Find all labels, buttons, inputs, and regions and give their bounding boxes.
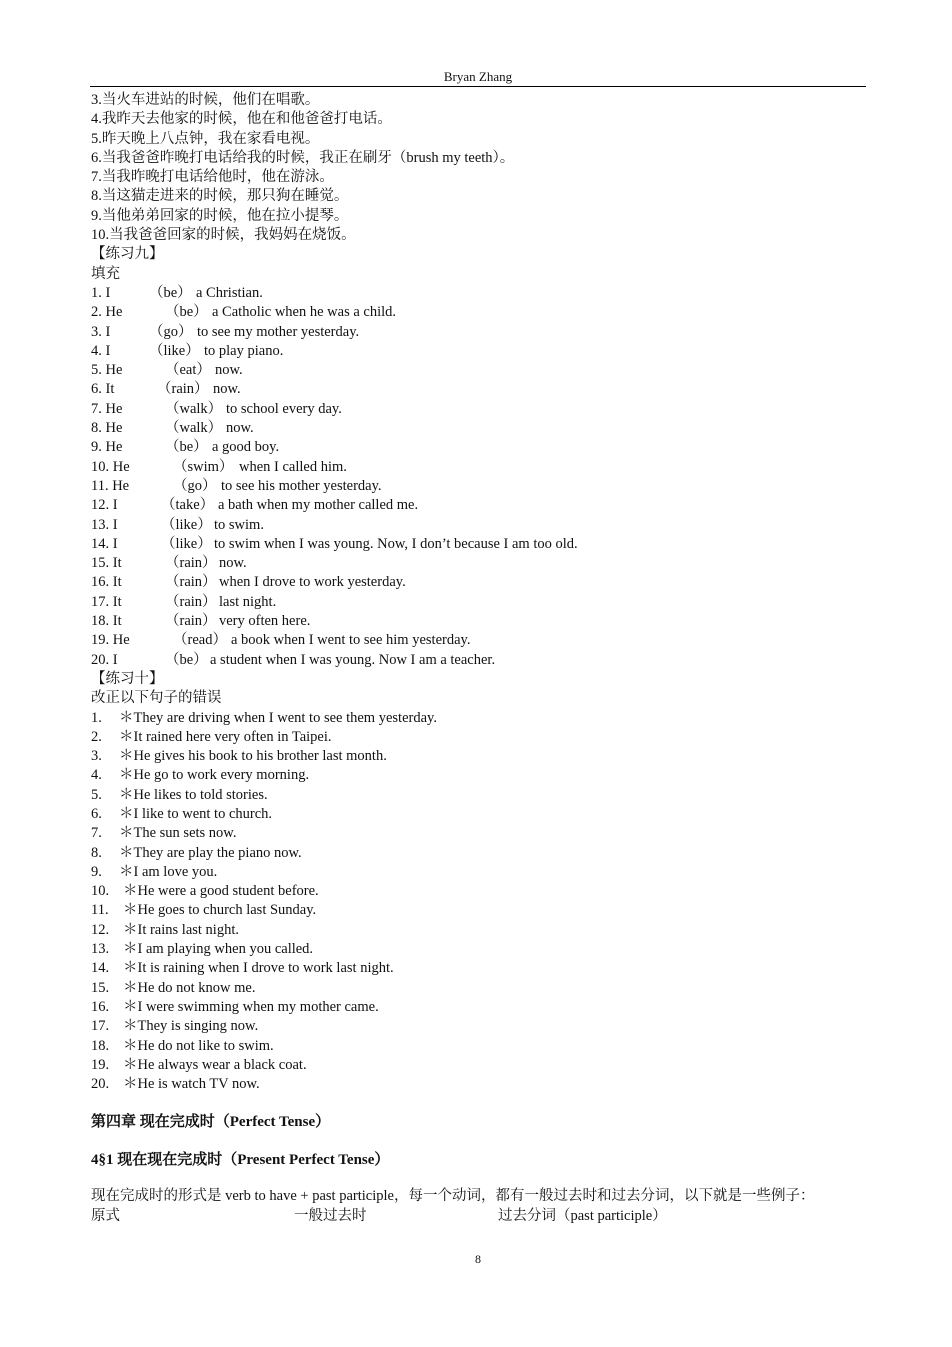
fill-item: [91, 323, 866, 342]
fill-item-verb: （eat）: [165, 362, 211, 379]
intro-paragraph: 现在完成时的形式是 verb to have + past participle，每一个动词，都有一般过去时和过去分词，以下就是一些例子：: [91, 1188, 815, 1205]
fill-item-subject: 14. I: [91, 535, 118, 552]
correction-item-text: ＊They are driving when I went to see them yesterday.: [119, 709, 437, 726]
correction-item: [91, 959, 866, 978]
correction-item-number: 5.: [91, 786, 102, 803]
verb-table-header: [91, 1206, 866, 1226]
correction-item: [91, 940, 866, 959]
exercise10-list: [91, 709, 866, 1095]
fill-item: [91, 631, 866, 650]
fill-item-subject: 16. It: [91, 574, 122, 591]
fill-item-subject: 20. I: [91, 651, 118, 668]
fill-item-text: a bath when my mother called me.: [218, 497, 419, 514]
fill-item: [91, 380, 866, 399]
correction-item: [91, 901, 866, 920]
fill-item: [91, 612, 866, 631]
correction-item-number: 20.: [91, 1076, 110, 1093]
fill-item-text: to swim when I was young. Now, I don’t because I am too old.: [214, 535, 578, 552]
fill-item-text: now.: [215, 362, 243, 379]
correction-item-text: ＊It rained here very often in Taipei.: [119, 728, 332, 745]
page-number: 8: [475, 1252, 481, 1266]
exercise10-instruction: 改正以下句子的错误: [91, 690, 222, 707]
fill-item-text: very often here.: [219, 613, 311, 630]
fill-item: [91, 458, 866, 477]
correction-item-number: 11.: [91, 902, 109, 919]
correction-item-number: 18.: [91, 1037, 110, 1054]
fill-item: [91, 535, 866, 554]
col-simple-past: 一般过去时: [294, 1208, 367, 1225]
translation-item: 7.当我昨晚打电话给他时，他在游泳。: [91, 169, 334, 186]
fill-item-subject: 19. He: [91, 632, 130, 649]
exercise10-title: 【练习十】: [91, 670, 164, 687]
fill-item-verb: （like）: [161, 516, 212, 533]
correction-item-text: ＊He were a good student before.: [123, 883, 319, 900]
fill-item-text: a Christian.: [196, 284, 263, 301]
correction-item-text: ＊He always wear a black coat.: [123, 1056, 307, 1073]
fill-item: [91, 419, 866, 438]
fill-item-subject: 13. I: [91, 516, 118, 533]
correction-item-text: ＊I am playing when you called.: [123, 941, 314, 958]
fill-item-verb: （rain）: [165, 574, 217, 591]
fill-item: [91, 284, 866, 303]
correction-item: [91, 1056, 866, 1075]
fill-item-verb: （read）: [173, 632, 227, 649]
correction-item: [91, 979, 866, 998]
correction-item-number: 17.: [91, 1018, 110, 1035]
correction-item-text: ＊He likes to told stories.: [119, 786, 268, 803]
fill-item-verb: （rain）: [165, 593, 217, 610]
correction-item-text: ＊He do not like to swim.: [123, 1037, 274, 1054]
translation-item: 10.当我爸爸回家的时候，我妈妈在烧饭。: [91, 227, 356, 244]
correction-item-number: 14.: [91, 960, 110, 977]
fill-item-verb: （rain）: [165, 555, 217, 572]
fill-item-subject: 5. He: [91, 362, 123, 379]
correction-item: [91, 728, 866, 747]
fill-item-text: a good boy.: [212, 439, 280, 456]
fill-item-subject: 2. He: [91, 304, 123, 321]
correction-item-number: 4.: [91, 767, 102, 784]
translation-list: [91, 91, 866, 245]
correction-item: [91, 998, 866, 1017]
fill-item-subject: 10. He: [91, 458, 130, 475]
page-header: Bryan Zhang: [443, 69, 513, 84]
correction-item-number: 9.: [91, 863, 102, 880]
fill-item: [91, 400, 866, 419]
fill-item-verb: （walk）: [165, 400, 223, 417]
fill-item: [91, 651, 866, 670]
correction-item-text: ＊It is raining when I drove to work last night.: [123, 960, 394, 977]
fill-item-subject: 9. He: [91, 439, 123, 456]
col-past-participle: 过去分词（past participle）: [498, 1208, 667, 1225]
correction-item-number: 2.: [91, 728, 102, 745]
correction-item-number: 12.: [91, 921, 110, 938]
exercise9-title: 【练习九】: [91, 246, 164, 263]
exercise9-instruction: 填充: [91, 265, 120, 282]
fill-item: [91, 593, 866, 612]
translation-item: 4.我昨天去他家的时候，他在和他爸爸打电话。: [91, 111, 392, 128]
correction-item-text: ＊It rains last night.: [123, 921, 239, 938]
exercise9-list: [91, 284, 866, 670]
correction-item: [91, 1037, 866, 1056]
fill-item: [91, 342, 866, 361]
fill-item-text: a Catholic when he was a child.: [212, 304, 397, 321]
fill-item-subject: 8. He: [91, 420, 123, 437]
correction-item-text: ＊I were swimming when my mother came.: [123, 998, 379, 1015]
correction-item: [91, 786, 866, 805]
fill-item-text: now.: [226, 420, 254, 437]
correction-item-text: ＊He do not know me.: [123, 979, 256, 996]
fill-item: [91, 554, 866, 573]
header-rule: [90, 86, 866, 87]
correction-item-text: ＊They are play the piano now.: [119, 844, 302, 861]
fill-item-subject: 17. It: [91, 593, 122, 610]
correction-item: [91, 921, 866, 940]
fill-item-text: when I called him.: [239, 458, 347, 475]
fill-item-text: a book when I went to see him yesterday.: [231, 632, 471, 649]
correction-item-text: ＊I am love you.: [119, 863, 218, 880]
fill-item-text: last night.: [219, 593, 277, 610]
correction-item-number: 1.: [91, 709, 102, 726]
correction-item-number: 6.: [91, 805, 102, 822]
fill-item-subject: 4. I: [91, 342, 111, 359]
correction-item: [91, 824, 866, 843]
translation-item: 9.当他弟弟回家的时候，他在拉小提琴。: [91, 207, 349, 224]
page-content: [91, 91, 866, 1226]
fill-item-verb: （like）: [161, 535, 212, 552]
fill-item: [91, 516, 866, 535]
fill-item-verb: （be）: [165, 304, 208, 321]
fill-item-verb: （rain）: [165, 613, 217, 630]
correction-item-number: 7.: [91, 825, 102, 842]
fill-item-subject: 12. I: [91, 497, 118, 514]
fill-item-text: to see my mother yesterday.: [197, 323, 360, 340]
fill-item-text: to swim.: [214, 516, 264, 533]
correction-item: [91, 709, 866, 728]
fill-item-text: now.: [213, 381, 241, 398]
fill-item-verb: （be）: [165, 439, 208, 456]
translation-item: 5.昨天晚上八点钟，我在家看电视。: [91, 130, 320, 147]
fill-item: [91, 438, 866, 457]
fill-item-verb: （go）: [149, 323, 193, 340]
fill-item-text: a student when I was young. Now I am a teacher.: [210, 651, 496, 668]
correction-item-number: 3.: [91, 748, 102, 765]
section-title: 4§1 现在现在完成时（Present Perfect Tense）: [91, 1152, 390, 1169]
correction-item-text: ＊They is singing now.: [123, 1018, 259, 1035]
translation-item: 3.当火车进站的时候，他们在唱歌。: [91, 92, 320, 108]
translation-item: 8.当这猫走进来的时候，那只狗在睡觉。: [91, 188, 349, 205]
correction-item: [91, 747, 866, 766]
fill-item-verb: （swim）: [173, 458, 234, 475]
fill-item-text: to school every day.: [226, 400, 342, 417]
correction-item-number: 10.: [91, 883, 110, 900]
correction-item-text: ＊The sun sets now.: [119, 825, 237, 842]
fill-item-verb: （be）: [149, 284, 192, 301]
col-base-form: 原式: [91, 1208, 120, 1225]
correction-item-text: ＊He is watch TV now.: [123, 1076, 260, 1093]
fill-item: [91, 477, 866, 496]
correction-item: [91, 1075, 866, 1094]
fill-item-text: to see his mother yesterday.: [221, 477, 382, 494]
correction-item-text: ＊He gives his book to his brother last month.: [119, 748, 387, 765]
fill-item-subject: 1. I: [91, 284, 111, 301]
correction-item-number: 15.: [91, 979, 110, 996]
correction-item-text: ＊He go to work every morning.: [119, 767, 310, 784]
correction-item: [91, 844, 866, 863]
fill-item: [91, 573, 866, 592]
fill-item-text: when I drove to work yesterday.: [219, 574, 406, 591]
fill-item-subject: 15. It: [91, 555, 122, 572]
fill-item-verb: （rain）: [157, 381, 209, 398]
correction-item-number: 13.: [91, 941, 110, 958]
correction-item: [91, 1017, 866, 1036]
fill-item-subject: 7. He: [91, 400, 123, 417]
correction-item-text: ＊I like to went to church.: [119, 805, 273, 822]
fill-item: [91, 303, 866, 322]
fill-item-text: to play piano.: [204, 342, 284, 359]
correction-item-number: 8.: [91, 844, 102, 861]
correction-item-number: 19.: [91, 1056, 110, 1073]
fill-item-verb: （go）: [173, 477, 217, 494]
fill-item-subject: 3. I: [91, 323, 111, 340]
correction-item-number: 16.: [91, 998, 110, 1015]
correction-item: [91, 766, 866, 785]
fill-item: [91, 496, 866, 515]
fill-item-subject: 11. He: [91, 477, 130, 494]
translation-item: 6.当我爸爸昨晚打电话给我的时候，我正在刷牙（brush my teeth）。: [91, 149, 515, 166]
fill-item-verb: （walk）: [165, 420, 223, 437]
fill-item: [91, 361, 866, 380]
fill-item-subject: 6. It: [91, 381, 115, 398]
correction-item-text: ＊He goes to church last Sunday.: [123, 902, 317, 919]
fill-item-verb: （be）: [165, 651, 208, 668]
fill-item-subject: 18. It: [91, 613, 122, 630]
correction-item: [91, 805, 866, 824]
fill-item-verb: （take）: [161, 497, 215, 514]
correction-item: [91, 863, 866, 882]
fill-item-text: now.: [219, 555, 247, 572]
correction-item: [91, 882, 866, 901]
chapter-title: 第四章 现在完成时（Perfect Tense）: [91, 1114, 331, 1131]
fill-item-verb: （like）: [149, 342, 200, 359]
